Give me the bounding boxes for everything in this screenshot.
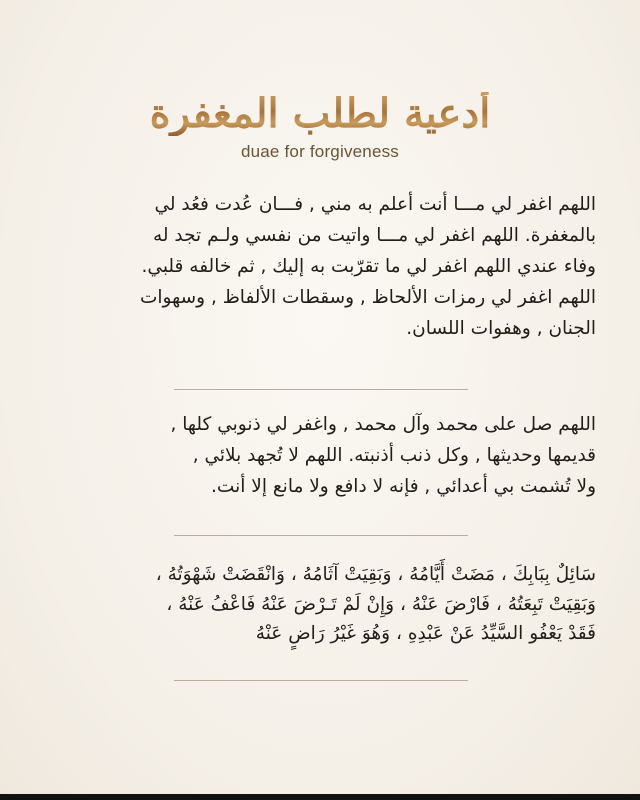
prayer-line: ولا تُشمت بي أعدائي , فإنه لا دافع ولا مانع إلا أنت.	[211, 476, 596, 497]
section-divider	[174, 680, 468, 681]
header	[0, 92, 640, 162]
section-divider	[174, 535, 468, 536]
prayer-section-1	[40, 189, 596, 344]
prayer-line: فَقَدْ يَعْفُو السَّيِّدُ عَنْ عَبْدِهِ ، وَهُوَ غَيْرُ رَاضٍ عَنْهُ	[255, 623, 596, 644]
prayer-line: سَائِلٌ بِبَابِكَ ، مَضَتْ أَيَّامُهُ ، وَبَقِيَتْ آثَامُهُ ، وَانْقَضَتْ شَهْوَتُهُ ،	[155, 564, 596, 585]
bottom-edge-bar	[0, 794, 640, 800]
section-divider	[174, 389, 468, 390]
prayer-line: اللهم اغفر لي مـــا أنت أعلم به مني , فـــان عُدت فعُد لي	[154, 194, 596, 215]
prayer-section-2	[40, 409, 596, 502]
page-title: أدعية لطلب المغفرة	[0, 92, 640, 136]
page-subtitle: duae for forgiveness	[240, 142, 400, 161]
prayer-line: الجنان , وهفوات اللسان.	[406, 318, 596, 339]
prayer-line: وَبَقِيَتْ تَبِعَتُهُ ، فَارْضَ عَنْهُ ، وَإِنْ لَمْ تَـرْضَ عَنْهُ فَاعْفُ عَنْهُ ،	[166, 593, 596, 615]
prayer-section-3	[40, 560, 596, 649]
prayer-line: قديمها وحديثها , وكل ذنب أذنبته. اللهم لا تُجهد بلائي ,	[192, 445, 596, 466]
prayer-line: اللهم صل على محمد وآل محمد , واغفر لي ذنوبي كلها ,	[170, 414, 596, 435]
prayer-line: وفاء عندي اللهم اغفر لي ما تقرّبت به إليك , ثم خالفه قلبي.	[141, 256, 596, 277]
prayer-line: بالمغفرة. اللهم اغفر لي مـــا واتيت من نفسي ولـم تجد له	[152, 225, 596, 246]
prayer-line: اللهم اغفر لي رمزات الألحاظ , وسقطات الألفاظ , وسهوات	[139, 287, 596, 308]
